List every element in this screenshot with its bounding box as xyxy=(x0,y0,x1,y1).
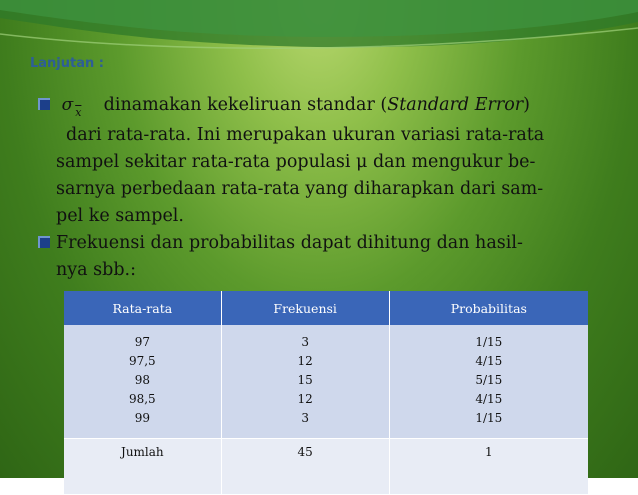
frekuensi-cell xyxy=(221,325,389,439)
header-frekuensi: Frekuensi xyxy=(221,291,389,325)
rata-rata-cell xyxy=(64,325,221,439)
frequency-table xyxy=(64,291,588,495)
cell-value: 4/15 xyxy=(475,354,503,368)
cell-value: 12 xyxy=(297,354,313,368)
cell-value: 98,5 xyxy=(128,392,156,406)
total-label: Jumlah xyxy=(64,439,221,495)
cell-value: 97 xyxy=(134,335,150,349)
header-swoosh-decoration xyxy=(0,0,638,60)
bullet-1-text-end: ) xyxy=(523,95,530,115)
bullet-1-line-5: pel ke sampel. xyxy=(56,206,184,226)
cell-value: 99 xyxy=(134,411,150,425)
cell-value: 15 xyxy=(297,373,313,387)
table-total-row xyxy=(64,439,588,495)
total-probabilitas: 1 xyxy=(389,439,588,495)
cell-value: 3 xyxy=(301,411,309,425)
bullet-1-line-4: sarnya perbedaan rata-rata yang diharapkan dari sam- xyxy=(56,179,544,199)
bullet-2-line-1 xyxy=(38,230,523,256)
slide-subtitle: Lanjutan : xyxy=(30,56,104,71)
standard-error-italic: Standard Error xyxy=(387,95,524,115)
cell-value: 1/15 xyxy=(475,335,503,349)
square-bullet-icon xyxy=(38,98,50,110)
sigma-subscript: x xyxy=(75,106,82,119)
cell-value: 98 xyxy=(134,373,150,387)
bullet-1-line-3: sampel sekitar rata-rata populasi μ dan mengukur be- xyxy=(56,152,536,172)
cell-value: 4/15 xyxy=(475,392,503,406)
cell-value: 5/15 xyxy=(475,373,503,387)
square-bullet-icon xyxy=(38,236,50,248)
sigma-symbol: σ xyxy=(61,95,74,115)
bullet-1-line-1 xyxy=(38,92,608,120)
table-row xyxy=(64,325,588,439)
header-probabilitas: Probabilitas xyxy=(389,291,588,325)
bullet-2-text: Frekuensi dan probabilitas dapat dihitung dan hasil- xyxy=(56,233,523,253)
probabilitas-cell xyxy=(389,325,588,439)
cell-value: 97,5 xyxy=(128,354,156,368)
cell-value: 1/15 xyxy=(475,411,503,425)
bullet-1-text-start: dinamakan kekeliruan standar ( xyxy=(103,95,388,115)
header-rata-rata: Rata-rata xyxy=(64,291,221,325)
total-frekuensi: 45 xyxy=(221,439,389,495)
bullet-2-line-2: nya sbb.: xyxy=(56,260,136,280)
cell-value: 12 xyxy=(297,392,313,406)
cell-value: 3 xyxy=(301,335,309,349)
bullet-1-line-2: dari rata-rata. Ini merupakan ukuran variasi rata-rata xyxy=(66,125,545,145)
